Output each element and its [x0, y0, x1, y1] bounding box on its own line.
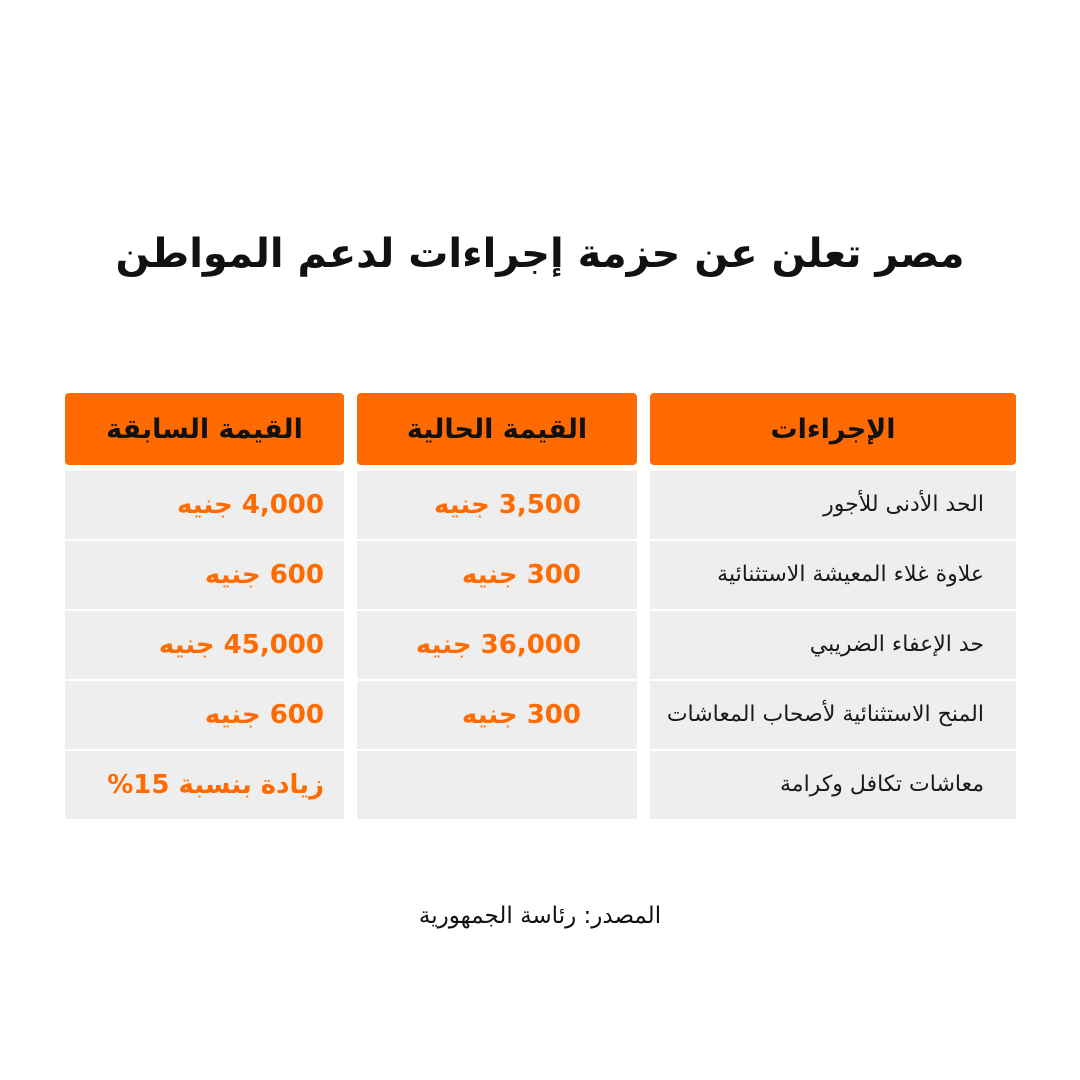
table-row — [65, 541, 1016, 609]
current-value-cell: 36,000 جنيه — [357, 611, 637, 679]
previous-value-cell: 600 جنيه — [65, 541, 344, 609]
header-measures: الإجراءات — [650, 393, 1016, 465]
table-row — [65, 471, 1016, 539]
measure-cell: حد الإعفاء الضريبي — [650, 611, 1016, 679]
table-header-row — [65, 393, 1016, 465]
header-current-value: القيمة الحالية — [357, 393, 637, 465]
measure-cell: علاوة غلاء المعيشة الاستثنائية — [650, 541, 1016, 609]
measure-cell: معاشات تكافل وكرامة — [650, 751, 1016, 819]
previous-value-cell: 4,000 جنيه — [65, 471, 344, 539]
table-row — [65, 751, 1016, 819]
measures-table — [65, 393, 1016, 821]
measure-cell: المنح الاستثنائية لأصحاب المعاشات — [650, 681, 1016, 749]
source-note: المصدر: رئاسة الجمهورية — [418, 903, 662, 929]
current-value-cell: 300 جنيه — [357, 681, 637, 749]
current-value-cell — [357, 751, 637, 819]
previous-value-cell: 600 جنيه — [65, 681, 344, 749]
table-row — [65, 611, 1016, 679]
current-value-cell: 300 جنيه — [357, 541, 637, 609]
table-row — [65, 681, 1016, 749]
page-title: مصر تعلن عن حزمة إجراءات لدعم المواطن — [115, 231, 965, 277]
previous-value-cell: زيادة بنسبة 15% — [65, 751, 344, 819]
measure-cell: الحد الأدنى للأجور — [650, 471, 1016, 539]
current-value-cell: 3,500 جنيه — [357, 471, 637, 539]
header-previous-value: القيمة السابقة — [65, 393, 344, 465]
previous-value-cell: 45,000 جنيه — [65, 611, 344, 679]
